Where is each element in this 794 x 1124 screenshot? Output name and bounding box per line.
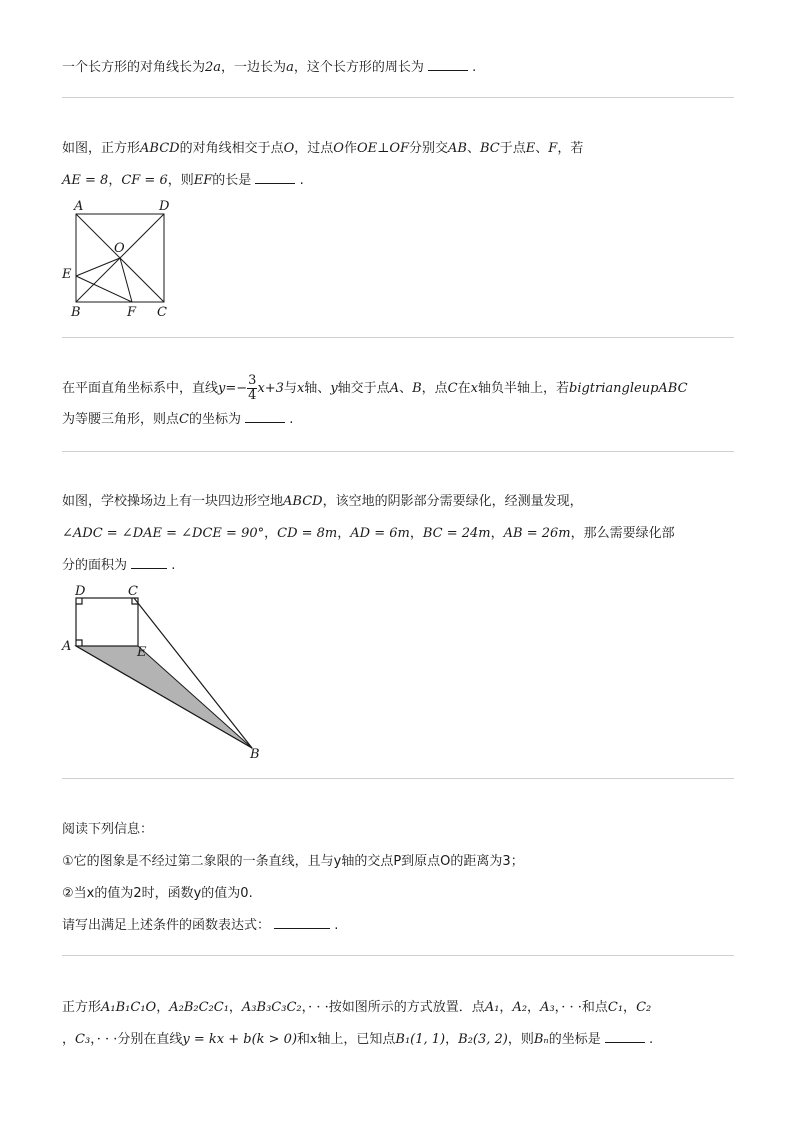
segment-oe [76, 258, 120, 276]
divider [62, 451, 734, 452]
question-3-line-1: 在平面直角坐标系中，直线y=− $\frac{3}{4}$ x+3与x轴、y轴交于点A、B，点C在x轴负半轴上，若bigtriangleupABC [62, 373, 688, 403]
label-d: D [75, 584, 86, 599]
answer-blank[interactable] [605, 1030, 645, 1043]
answer-blank[interactable] [255, 171, 295, 184]
question-5-line-4: 请写出满足上述条件的函数表达式： . [62, 918, 339, 933]
label-o: O [114, 241, 125, 256]
answer-blank[interactable] [428, 58, 468, 71]
segment-ab [76, 646, 252, 748]
question-2-line-2: AE = 8，CF = 6，则EF的长是 . [62, 173, 304, 188]
question-5-line-2: ①它的图象是不经过第二象限的一条直线，且与y轴的交点P到原点O的距离为3； [62, 854, 524, 869]
question-3-line-2: 为等腰三角形，则点C的坐标为 . [62, 412, 294, 427]
divider [62, 97, 734, 98]
label-e: E [62, 267, 72, 282]
question-4-line-1: 如图，学校操场边上有一块四边形空地ABCD，该空地的阴影部分需要绿化，经测量发现， [62, 494, 583, 509]
label-a: A [62, 639, 72, 654]
quadrilateral-figure [56, 580, 276, 765]
label-b: B [250, 747, 260, 762]
divider [62, 337, 734, 338]
label-a: A [74, 199, 84, 214]
label-c: C [128, 584, 138, 599]
rectangle-adce [76, 598, 138, 646]
question-6-line-1: 正方形A₁B₁C₁O，A₂B₂C₂C₁，A₃B₃C₃C₂，· · ·按如图所示的方式放置．点A₁，A₂，A₃，· · ·和点C₁，C₂ [62, 1000, 652, 1015]
question-1: 一个长方形的对角线长为2a，一边长为a，这个长方形的周长为 . [62, 60, 477, 75]
question-4-line-3: 分的面积为 . [62, 558, 176, 573]
question-2-line-1: 如图，正方形ABCD的对角线相交于点O，过点O作OE⊥OF分别交AB、BC于点E、F，若 [62, 141, 584, 156]
answer-blank[interactable] [274, 916, 330, 929]
question-4-line-2: ∠ADC = ∠DAE = ∠DCE = 90°，CD = 8m，AD = 6m，BC = 24m，AB = 26m，那么需要绿化部 [62, 526, 675, 541]
label-c: C [157, 305, 167, 320]
answer-blank[interactable] [131, 556, 167, 569]
square-figure [56, 196, 186, 322]
label-e: E [137, 645, 147, 660]
question-5-line-1: 阅读下列信息： [62, 822, 154, 837]
divider [62, 778, 734, 779]
label-b: B [71, 305, 81, 320]
answer-blank[interactable] [245, 410, 285, 423]
question-6-line-2: ，C₃，· · ·分别在直线y = kx + b(k > 0)和x轴上，已知点B₁(1, 1)，B₂(3, 2)，则Bₙ的坐标是 . [62, 1032, 654, 1047]
question-5-line-3: ②当x的值为2时，函数y的值为0. [62, 886, 253, 901]
segment-ef [76, 276, 132, 302]
label-f: F [127, 305, 137, 320]
fraction-three-quarters: $\frac{3}{4}$ [248, 373, 257, 403]
divider [62, 955, 734, 956]
label-d: D [159, 199, 170, 214]
